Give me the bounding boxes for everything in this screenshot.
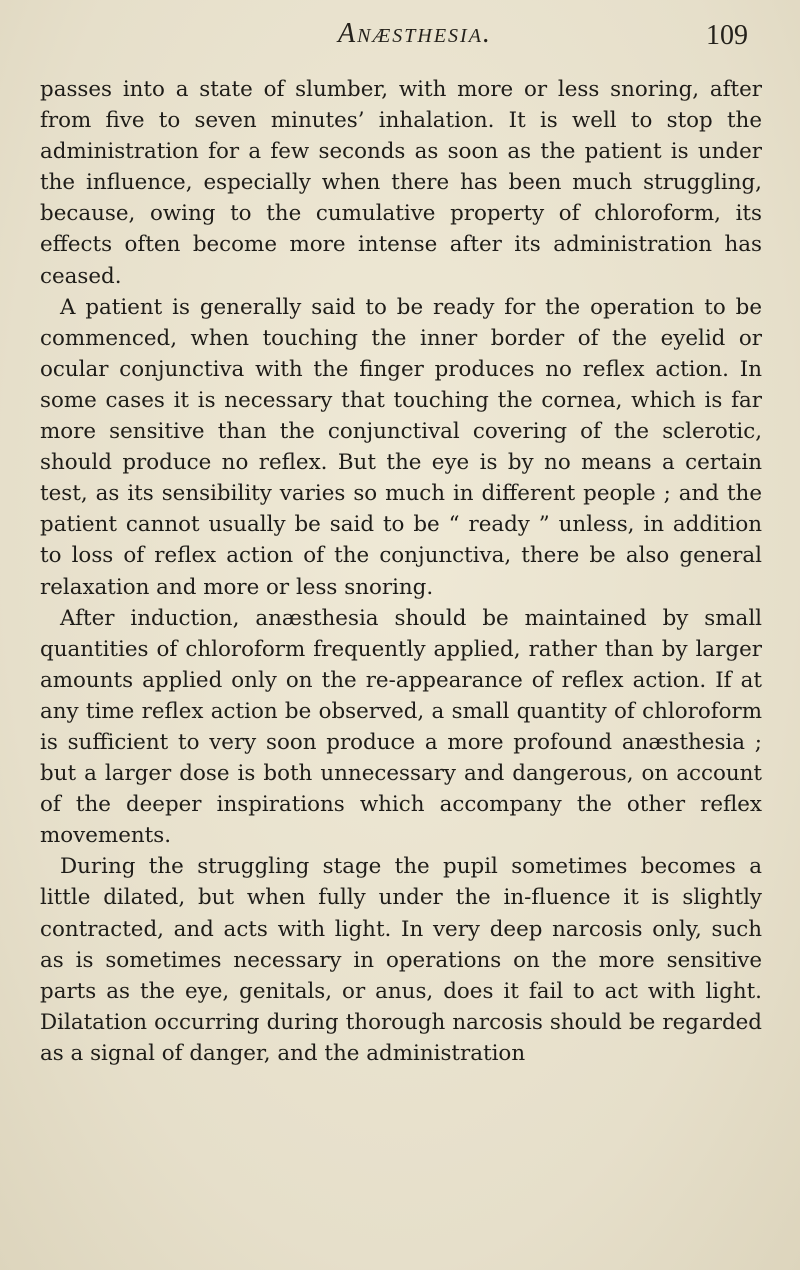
paragraph: After induction, anæsthesia should be maintained by small quantities of chloroform frequently applied, rather than by larger amounts applied only on the re-appearance of reflex action. If at any time reflex action be observed, a small quantity of chloroform is sufficient to very soon produce a more profound anæsthesia ; but a larger dose is both unnecessary and dangerous, on account of the deeper inspirations which accompany the other reflex movements. [40,605,762,849]
body-text [40,74,762,1069]
paragraph: A patient is generally said to be ready for the operation to be commenced, when touching the inner border of the eyelid or ocular conjunctiva with the finger produces no reflex action. In some cases it is necessary that touching the cornea, which is far more sensitive than the conjunctival covering of the sclerotic, should produce no reflex. But the eye is by no means a certain test, as its sensibility varies so much in different people ; and the patient cannot usually be said to be “ ready ” unless, in addition to loss of reflex action of the conjunctiva, there be also general relaxation and more or less snoring. [40,294,762,600]
running-head: Anæsthesia. [338,18,492,49]
paragraph: During the struggling stage the pupil sometimes becomes a little dilated, but when fully under the in-fluence it is slightly contracted, and acts with light. In very deep narcosis only, such as is sometimes necessary in operations on the more sensitive parts as the eye, genitals, or anus, does it fail to act with light. Dilatation occurring during thorough narcosis should be regarded as a signal of danger, and the administration [40,854,762,1066]
paragraph: passes into a state of slumber, with more or less snoring, after from five to seven minutes’ inhalation. It is well to stop the administration for a few seconds as soon as the patient is under the influence, especially when there has been much struggling, because, owing to the cumulative property of chloroform, its effects often become more intense after its administration has ceased. [40,77,762,289]
page-number: 109 [706,20,748,51]
page-header [0,18,800,62]
